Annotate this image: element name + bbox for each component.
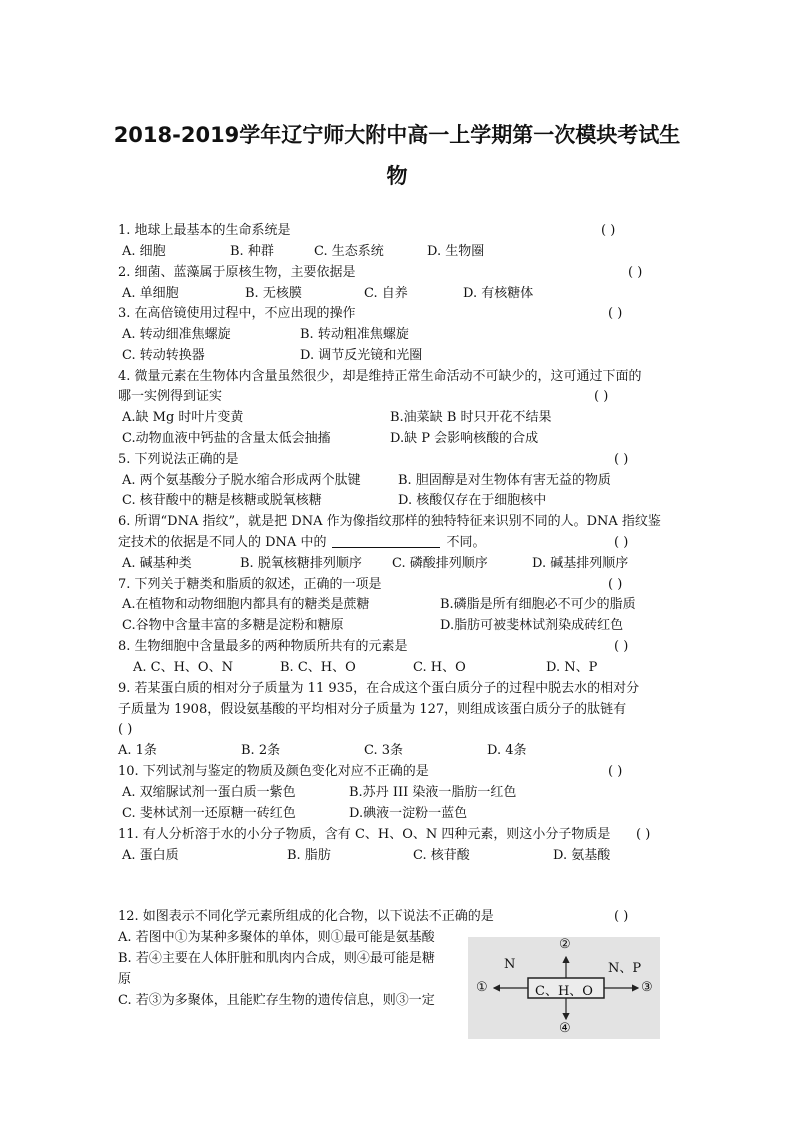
question-3-answer-paren: ( ) bbox=[608, 306, 623, 321]
q6-stem-part-b: 不同。 bbox=[446, 535, 486, 550]
q7-option-b: B.磷脂是所有细胞必不可少的脂质 bbox=[440, 597, 636, 612]
center-elements-label: C、H、O bbox=[535, 984, 593, 999]
right-element-label: N、P bbox=[608, 961, 642, 976]
exam-title: 2018-2019学年辽宁师大附中高一上学期第一次模块考试生 bbox=[113, 123, 681, 147]
q9-option-a: A. 1条 bbox=[118, 743, 157, 758]
left-element-label: N bbox=[504, 957, 516, 972]
question-5-stem: 5. 下列说法正确的是 bbox=[118, 452, 239, 467]
q1-option-b: B. 种群 bbox=[230, 244, 274, 259]
question-9-stem-continued: 子质量为 1908，假设氨基酸的平均相对分子质量为 127，则组成该蛋白质分子的肽链有 bbox=[118, 702, 627, 717]
q10-option-d: D.碘液一淀粉一蓝色 bbox=[349, 806, 468, 821]
question-6-answer-paren: ( ) bbox=[614, 535, 629, 550]
q7-option-d: D.脂肪可被斐林试剂染成砖红色 bbox=[440, 618, 624, 633]
question-11-stem: 11. 有人分析溶于水的小分子物质，含有 C、H、O、N 四种元素，则这小分子物质是 bbox=[118, 827, 611, 842]
node-4-label: ④ bbox=[559, 1021, 571, 1036]
exam-title-continued: 物 bbox=[386, 164, 408, 188]
question-4-stem-continued: 哪一实例得到证实 bbox=[118, 389, 223, 404]
question-1-stem: 1. 地球上最基本的生命系统是 bbox=[118, 223, 291, 238]
question-2-answer-paren: ( ) bbox=[628, 265, 643, 280]
q7-option-c: C.谷物中含量丰富的多糖是淀粉和糖原 bbox=[122, 618, 344, 633]
q11-option-b: B. 脂肪 bbox=[287, 848, 331, 863]
q3-option-c: C. 转动转换器 bbox=[122, 348, 205, 363]
question-7-answer-paren: ( ) bbox=[608, 577, 623, 592]
compound-element-diagram bbox=[468, 937, 660, 1039]
q11-option-d: D. 氨基酸 bbox=[553, 848, 611, 863]
question-10-stem: 10. 下列试剂与鉴定的物质及颜色变化对应不正确的是 bbox=[118, 764, 429, 779]
q4-option-d: D.缺 P 会影响核酸的合成 bbox=[390, 431, 539, 446]
q5-option-d: D. 核酸仅存在于细胞核中 bbox=[398, 493, 547, 508]
q2-option-b: B. 无核膜 bbox=[245, 286, 302, 301]
question-9-answer-paren: ( ) bbox=[118, 722, 133, 737]
q3-option-b: B. 转动粗准焦螺旋 bbox=[300, 327, 409, 342]
q2-option-a: A. 单细胞 bbox=[122, 286, 179, 301]
q8-option-b: B. C、H、O bbox=[280, 660, 356, 675]
q11-option-a: A. 蛋白质 bbox=[122, 848, 179, 863]
q2-option-d: D. 有核糖体 bbox=[463, 286, 534, 301]
question-8-answer-paren: ( ) bbox=[614, 639, 629, 654]
q6-option-a: A. 碱基种类 bbox=[122, 556, 192, 571]
question-5-answer-paren: ( ) bbox=[614, 452, 629, 467]
q9-option-d: D. 4条 bbox=[487, 743, 527, 758]
q10-option-a: A. 双缩脲试剂一蛋白质一紫色 bbox=[122, 785, 296, 800]
question-2-stem: 2. 细菌、蓝藻属于原核生物，主要依据是 bbox=[118, 265, 356, 280]
fill-in-blank bbox=[332, 534, 440, 548]
q8-option-d: D. N、P bbox=[546, 660, 598, 675]
q12-option-b-continued: 原 bbox=[118, 972, 132, 987]
q6-stem-part-a: 定技术的依据是不同人的 DNA 中的 bbox=[118, 535, 327, 550]
q2-option-c: C. 自养 bbox=[364, 286, 408, 301]
q8-option-a: A. C、H、O、N bbox=[133, 660, 233, 675]
question-9-stem: 9. 若某蛋白质的相对分子质量为 11 935，在合成这个蛋白质分子的过程中脱去水的相对分 bbox=[118, 681, 640, 696]
question-12-stem: 12. 如图表示不同化学元素所组成的化合物，以下说法不正确的是 bbox=[118, 909, 494, 924]
question-1-answer-paren: ( ) bbox=[601, 223, 616, 238]
q1-option-d: D. 生物圈 bbox=[427, 244, 485, 259]
question-12-answer-paren: ( ) bbox=[614, 909, 629, 924]
question-6-stem: 6. 所谓“DNA 指纹”，就是把 DNA 作为像指纹那样的独特特征来识别不同的人。DNA 指纹鉴 bbox=[118, 514, 661, 529]
node-2-label: ② bbox=[559, 937, 571, 952]
question-10-answer-paren: ( ) bbox=[608, 764, 623, 779]
q4-option-b: B.油菜缺 B 时只开花不结果 bbox=[390, 410, 552, 425]
q5-option-a: A. 两个氨基酸分子脱水缩合形成两个肽键 bbox=[122, 473, 361, 488]
q6-option-b: B. 脱氧核糖排列顺序 bbox=[240, 556, 362, 571]
q6-option-c: C. 磷酸排列顺序 bbox=[392, 556, 488, 571]
q12-option-c: C. 若③为多聚体，且能贮存生物的遗传信息，则③一定 bbox=[118, 993, 435, 1008]
question-11-answer-paren: ( ) bbox=[636, 827, 651, 842]
question-4-answer-paren: ( ) bbox=[594, 389, 609, 404]
q9-option-b: B. 2条 bbox=[241, 743, 281, 758]
node-3-label: ③ bbox=[641, 980, 653, 995]
q5-option-c: C. 核苷酸中的糖是核糖或脱氧核糖 bbox=[122, 493, 322, 508]
q4-option-c: C.动物血液中钙盐的含量太低会抽搐 bbox=[122, 431, 331, 446]
q1-option-c: C. 生态系统 bbox=[314, 244, 384, 259]
node-1-label: ① bbox=[476, 980, 488, 995]
question-8-stem: 8. 生物细胞中含量最多的两种物质所共有的元素是 bbox=[118, 639, 408, 654]
q4-option-a: A.缺 Mg 时叶片变黄 bbox=[122, 410, 244, 425]
question-3-stem: 3. 在高倍镜使用过程中，不应出现的操作 bbox=[118, 306, 356, 321]
q10-option-b: B.苏丹 III 染液一脂肪一红色 bbox=[349, 785, 517, 800]
q3-option-d: D. 调节反光镜和光圈 bbox=[300, 348, 423, 363]
q9-option-c: C. 3条 bbox=[364, 743, 404, 758]
q6-option-d: D. 碱基排列顺序 bbox=[532, 556, 629, 571]
q1-option-a: A. 细胞 bbox=[122, 244, 166, 259]
q12-option-b: B. 若④主要在人体肝脏和肌肉内合成，则④最可能是糖 bbox=[118, 951, 435, 966]
q5-option-b: B. 胆固醇是对生物体有害无益的物质 bbox=[398, 473, 611, 488]
q3-option-a: A. 转动细准焦螺旋 bbox=[122, 327, 231, 342]
q11-option-c: C. 核苷酸 bbox=[413, 848, 470, 863]
question-4-stem: 4. 微量元素在生物体内含量虽然很少，却是维持正常生命活动不可缺少的，这可通过下面的 bbox=[118, 369, 642, 384]
question-7-stem: 7. 下列关于糖类和脂质的叙述，正确的一项是 bbox=[118, 577, 382, 592]
q7-option-a: A.在植物和动物细胞内都具有的糖类是蔗糖 bbox=[122, 597, 370, 612]
q10-option-c: C. 斐林试剂一还原糖一砖红色 bbox=[122, 806, 296, 821]
question-6-stem-continued bbox=[118, 534, 485, 552]
q12-option-a: A. 若图中①为某种多聚体的单体，则①最可能是氨基酸 bbox=[118, 930, 435, 945]
q8-option-c: C. H、O bbox=[413, 660, 466, 675]
